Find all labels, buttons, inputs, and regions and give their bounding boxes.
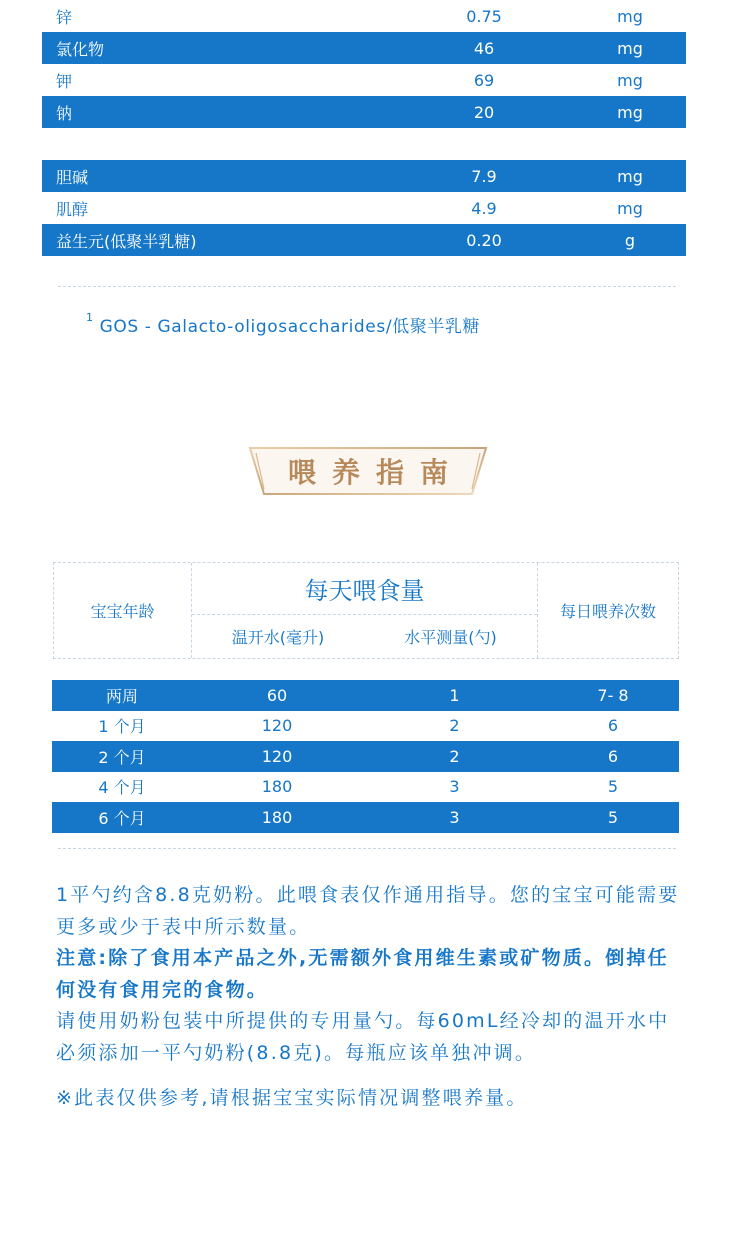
divider bbox=[58, 286, 676, 287]
nutrient-name: 钾 bbox=[56, 71, 73, 91]
table-row bbox=[52, 711, 679, 742]
table-row bbox=[52, 680, 679, 711]
feeding-guide-title: 喂养指南 bbox=[287, 456, 464, 489]
cell-scoops: 2 bbox=[449, 746, 460, 766]
nutrient-value: 20 bbox=[473, 102, 495, 122]
cell-scoops: 1 bbox=[449, 685, 460, 705]
feeding-table bbox=[52, 680, 679, 833]
nutrient-value: 0.20 bbox=[466, 230, 502, 250]
cell-water: 120 bbox=[261, 746, 293, 766]
nutrient-name: 益生元(低聚半乳糖) bbox=[56, 231, 197, 251]
nutrient-name: 氯化物 bbox=[56, 39, 105, 59]
nutrient-name: 钠 bbox=[56, 103, 73, 123]
nutrient-spacer bbox=[42, 128, 686, 160]
cell-water: 180 bbox=[261, 777, 293, 797]
nutrient-unit: mg bbox=[617, 6, 643, 26]
cell-times: 6 bbox=[607, 716, 619, 736]
note-scoop-info: 1平勺约含8.8克奶粉。此喂食表仅作通用指导。您的宝宝可能需要更多或少于表中所示数量。 bbox=[56, 884, 680, 938]
header-water: 温开水(毫升) bbox=[231, 628, 325, 647]
note-reference: ※此表仅供参考,请根据宝宝实际情况调整喂养量。 bbox=[56, 1087, 528, 1109]
nutrient-unit: mg bbox=[617, 70, 643, 90]
header-age: 宝宝年龄 bbox=[54, 563, 192, 658]
header-scoops: 水平测量(勺) bbox=[404, 628, 497, 647]
nutrient-name: 锌 bbox=[56, 7, 73, 27]
nutrient-value: 0.75 bbox=[466, 6, 502, 26]
cell-water: 180 bbox=[261, 807, 293, 827]
nutrient-value: 46 bbox=[473, 38, 495, 58]
nutrient-row bbox=[42, 96, 686, 128]
cell-times: 5 bbox=[607, 807, 619, 827]
table-row bbox=[52, 802, 679, 833]
cell-age: 两周 bbox=[105, 686, 138, 706]
cell-age: 1 个月 bbox=[98, 717, 146, 737]
feeding-table-header bbox=[53, 562, 679, 659]
nutrient-unit: mg bbox=[617, 102, 643, 122]
nutrient-row bbox=[42, 64, 686, 96]
note-warning: 注意:除了食用本产品之外,无需额外食用维生素或矿物质。倒掉任何没有食用完的食物。 bbox=[56, 947, 669, 1001]
cell-scoops: 2 bbox=[449, 716, 460, 736]
nutrient-unit: mg bbox=[617, 166, 643, 186]
note-preparation: 请使用奶粉包装中所提供的专用量勺。每60mL经冷却的温开水中必须添加一平勺奶粉(8.8克)。每瓶应该单独冲调。 bbox=[56, 1010, 670, 1064]
table-row bbox=[52, 741, 679, 772]
nutrient-table bbox=[42, 0, 686, 256]
footnote-marker: 1 bbox=[86, 311, 94, 325]
nutrient-row bbox=[42, 192, 686, 224]
header-daily-amount: 每天喂食量 bbox=[192, 563, 537, 615]
cell-scoops: 3 bbox=[449, 807, 460, 827]
footnote bbox=[86, 312, 480, 337]
nutrient-unit: mg bbox=[617, 38, 643, 58]
nutrient-row bbox=[42, 224, 686, 256]
nutrient-row bbox=[42, 160, 686, 192]
nutrient-row bbox=[42, 0, 686, 32]
nutrient-value: 7.9 bbox=[471, 166, 497, 186]
feeding-notes bbox=[56, 880, 681, 1115]
nutrient-value: 69 bbox=[473, 70, 495, 90]
nutrient-unit: mg bbox=[617, 198, 643, 218]
cell-times: 7- 8 bbox=[597, 685, 629, 705]
cell-times: 5 bbox=[607, 777, 619, 797]
feeding-guide-badge bbox=[244, 445, 492, 497]
nutrient-value: 4.9 bbox=[471, 198, 497, 218]
cell-times: 6 bbox=[607, 746, 619, 766]
nutrient-row bbox=[42, 32, 686, 64]
nutrient-unit: g bbox=[624, 230, 636, 250]
footnote-text: GOS - Galacto-oligosaccharides/低聚半乳糖 bbox=[99, 317, 481, 337]
header-times: 每日喂养次数 bbox=[537, 563, 678, 658]
table-row bbox=[52, 772, 679, 803]
cell-age: 4 个月 bbox=[98, 778, 146, 798]
nutrient-name: 胆碱 bbox=[56, 167, 89, 187]
nutrient-name: 肌醇 bbox=[56, 199, 89, 219]
cell-age: 2 个月 bbox=[98, 747, 146, 767]
divider bbox=[58, 848, 676, 849]
cell-scoops: 3 bbox=[449, 777, 460, 797]
cell-water: 60 bbox=[266, 685, 288, 705]
cell-water: 120 bbox=[261, 716, 293, 736]
cell-age: 6 个月 bbox=[98, 808, 146, 828]
